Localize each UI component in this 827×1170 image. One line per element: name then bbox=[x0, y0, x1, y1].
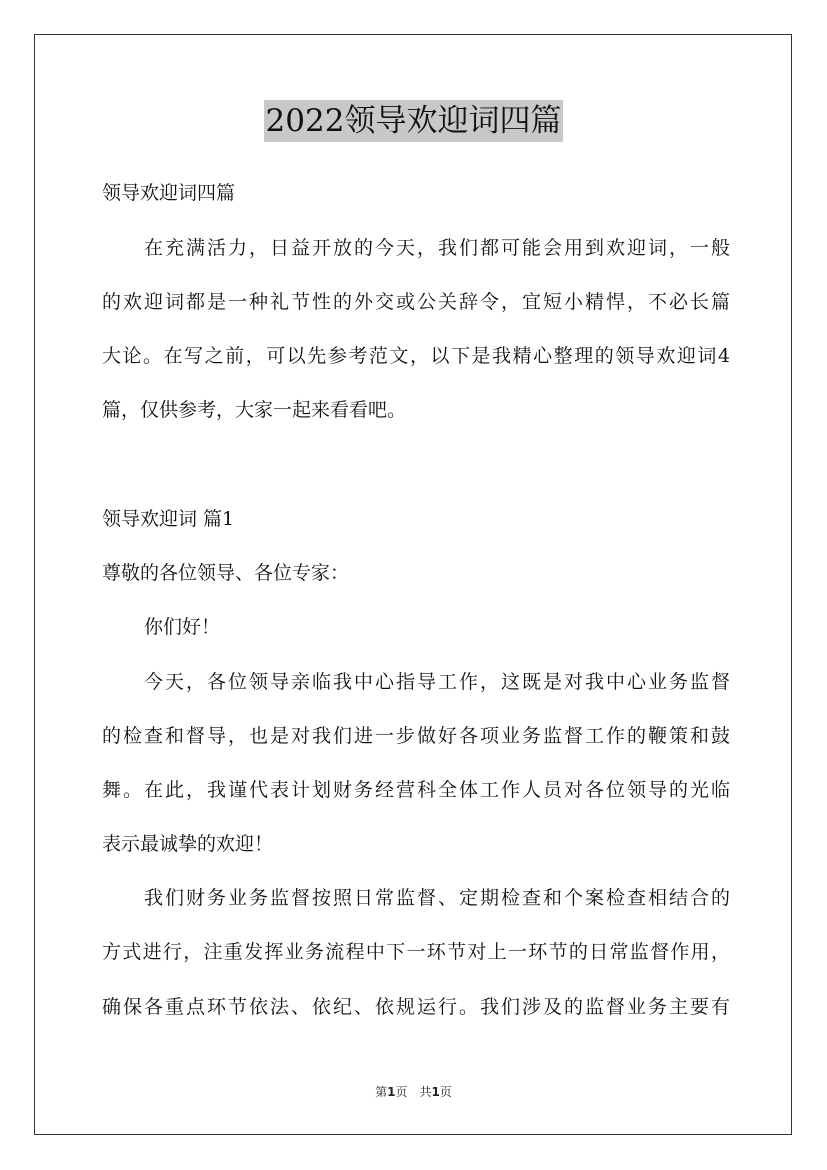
footer-prefix: 第 bbox=[375, 1085, 388, 1099]
footer-suffix: 页 bbox=[439, 1085, 452, 1099]
intro-line-4: 篇，仅供参考，大家一起来看看吧。 bbox=[102, 399, 407, 421]
para1-line-3: 舞。在此，我谨代表计划财务经营科全体工作人员对各位领导的光临 bbox=[102, 779, 730, 801]
para1-line-2: 的检查和督导，也是对我们进一步做好各项业务监督工作的鞭策和鼓 bbox=[102, 725, 730, 747]
intro-line-3: 大论。在写之前，可以先参考范文，以下是我精心整理的领导欢迎词4 bbox=[102, 345, 730, 367]
footer-mid: 页 共 bbox=[395, 1085, 432, 1099]
para1-line-4: 表示最诚挚的欢迎！ bbox=[102, 833, 274, 855]
document-title: 2022领导欢迎词四篇 bbox=[264, 100, 564, 142]
document-subtitle: 领导欢迎词四篇 bbox=[102, 182, 236, 204]
intro-line-2: 的欢迎词都是一种礼节性的外交或公关辞令，宜短小精悍，不必长篇 bbox=[102, 291, 730, 313]
intro-line-1: 在充满活力，日益开放的今天，我们都可能会用到欢迎词，一般 bbox=[144, 237, 730, 259]
page-footer bbox=[0, 1084, 827, 1100]
para2-line-1: 我们财务业务监督按照日常监督、定期检查和个案检查相结合的 bbox=[144, 887, 730, 909]
salutation: 尊敬的各位领导、各位专家： bbox=[102, 562, 350, 584]
section-heading: 领导欢迎词 篇1 bbox=[102, 508, 235, 530]
footer-page-current: 1 bbox=[387, 1085, 396, 1099]
footer-page-total: 1 bbox=[431, 1085, 440, 1099]
para2-line-2: 方式进行，注重发挥业务流程中下一环节对上一环节的日常监督作用， bbox=[102, 941, 730, 963]
para1-line-1: 今天，各位领导亲临我中心指导工作，这既是对我中心业务监督 bbox=[144, 671, 730, 693]
title-container bbox=[0, 100, 827, 142]
greeting: 你们好！ bbox=[144, 616, 221, 638]
para2-line-3: 确保各重点环节依法、依纪、依规运行。我们涉及的监督业务主要有 bbox=[102, 996, 730, 1018]
